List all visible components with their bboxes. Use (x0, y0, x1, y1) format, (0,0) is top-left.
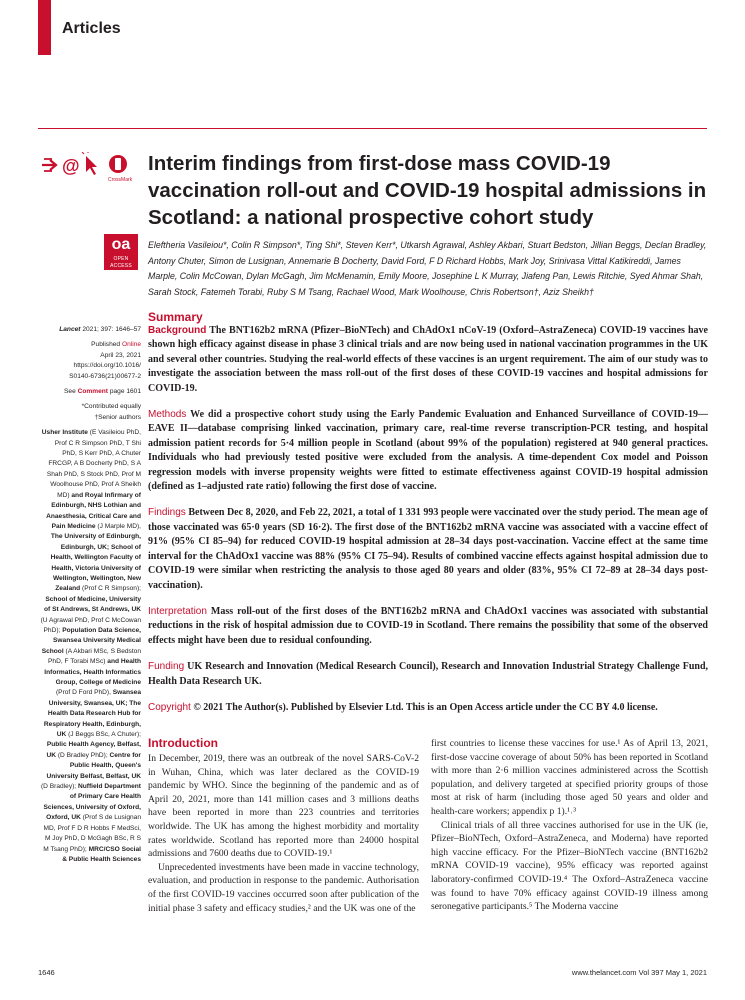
doi-line-1[interactable]: https://doi.org/10.1016/ (73, 362, 141, 370)
publish-date: April 23, 2021 (100, 351, 141, 359)
svg-text:@: @ (62, 156, 80, 176)
summary-findings (148, 506, 708, 592)
open-access-badge (104, 234, 138, 270)
interpretation-label: Interpretation (148, 605, 207, 617)
intro-paragraph: Clinical trials of all three vaccines authorised for use in the UK (ie, Pfizer–BioNTech, Oxford–AstraZeneca, and Moderna) have reported high vaccine efficacy. For the Pfizer–BioNTech vaccine (BNT162b2 mRNA COVID-19 vaccine), 95% efficacy was reported against laboratory-confirmed COVID-19.⁴ The Oxford–AstraZeneca vaccine was found to have 70% efficacy against COVID-19 illness among seronegative participants.⁵ The Moderna vaccine (431, 819, 708, 913)
intro-paragraph: Unprecedented investments have been made in vaccine technology, evaluation, and production in response to the pandemic. Authorisation of the first COVID-19 vaccines occurred soon after publication of the initial phase 3 safety and efficacy studies,² and the UK was one of the (148, 861, 419, 914)
see-prefix: See (64, 388, 78, 396)
section-label: Articles (62, 20, 121, 37)
comment-link[interactable]: Comment (77, 388, 108, 396)
intro-paragraph: In December, 2019, there was an outbreak of the novel SARS-CoV-2 in Wuhan, China, which was later declared as the COVID-19 pandemic by WHO. Since the beginning of the pandemic and as of April 20, 2021, more than 141 million cases and 3 millions deaths have been reported in more than 223 countries and territories worldwide. The UK has among the highest morbidity and mortality rates worldwide. Scotland has reported more than 24000 hospital admissions and 7600 deaths due to COVID-19.¹ (148, 753, 419, 860)
citation-volume: 2021; 397: 1646–57 (80, 326, 141, 333)
funding-label: Funding (148, 661, 185, 673)
article-icons (40, 152, 140, 182)
affiliation-institution: and Health Informatics, Health Informatics Group, College of Medicine (44, 658, 141, 686)
citation-journal: Lancet (59, 326, 81, 333)
affiliation-authors: (Prof S de Lusignan MD, Prof F D R Hobbs F MedSci, M Joy PhD, D McGagh BSc, R S M Tsang PhD); (43, 814, 141, 853)
affiliation-institution: School of Medicine, University of St Andrews, St Andrews, UK (44, 595, 141, 614)
affiliation-authors: (A Akbari MSc, S Bedston PhD, F Torabi MSc) (48, 647, 141, 666)
published-online-link[interactable]: Online (121, 341, 141, 349)
intro-paragraph: first countries to license these vaccines for use.¹ As of April 13, 2021, first-dose vaccine coverage of about 50% has been reported in Scotland with more than 2·6 million vaccines administered across the Scottish population, and delivery targeted at specified priority groups of those most at risk of harm (including those aged 50 years and older and health-care workers; appendix p 1).¹˒³ (431, 738, 708, 817)
page-number: 1646 (38, 968, 55, 977)
summary-background (148, 324, 708, 396)
summary-heading: Summary (148, 310, 203, 324)
affiliation-authors: (U Agrawal PhD, Prof C McCowan PhD); (40, 616, 141, 634)
methods-label: Methods (148, 409, 187, 421)
affiliation-authors: (E Vasileiou PhD, Prof C R Simpson PhD, T Shi PhD, S Kerr PhD, A Chuter FRCGP, A B Docherty PhD, S A Shah PhD, S Stock PhD, Prof M Woolhouse PhD, Prof A Sheikh MD) (46, 429, 141, 499)
intro-column-2 (431, 737, 708, 914)
background-label: Background (148, 325, 207, 336)
oa-logo-subtext: OPEN ACCESS (110, 256, 132, 269)
affiliation-institution: and Royal Infirmary of Edinburgh, NHS Lothian and Anaesthesia, Critical Care and Pain Medicine (46, 491, 141, 530)
findings-label: Findings (148, 507, 186, 519)
background-text: The BNT162b2 mRNA (Pfizer–BioNTech) and ChAdOx1 nCoV-19 (Oxford–AstraZeneca) COVID-19 vaccines have shown high efficacy against disease in phase 3 clinical trials and are now being used in national vaccination programmes in the UK and several other countries. Studying the real-world effects of these vaccines is an urgent requirement. The aim of our study was to investigate the association between the mass roll-out of the first doses of these COVID-19 vaccines and hospital admissions for COVID-19. (148, 325, 708, 394)
summary-methods (148, 408, 708, 494)
doi-line-2[interactable]: S0140-6736(21)00677-2 (69, 372, 141, 380)
affiliation-authors: (J Marple MD), (95, 522, 141, 530)
findings-text: Between Dec 8, 2020, and Feb 22, 2021, a total of 1 331 993 people were vaccinated over the study period. The mean age of those vaccinated was 65·0 years (SD 16·2). The first dose of the BNT162b2 mRNA vaccine was associated with a vaccine effect of 91% (95% CI 85–94) for reduced COVID-19 hospital admission at 28–34 days post-vaccination. Vaccine effect at the same time interval for the ChAdOx1 vaccine was 88% (95% CI 75–94). Results of combined vaccine effects against hospital admission due to COVID-19 were similar when restricting the analysis to those aged 80 years and older (83%, 95% CI 72–89 at 28–34 days post-vaccination). (148, 507, 708, 591)
header-rule (38, 128, 707, 129)
affiliation-institution: Swansea University, Swansea, UK; The Health Data Research Hub for Respiratory Health, Edinburgh, UK (43, 689, 141, 739)
svg-text:CrossMark: CrossMark (108, 177, 133, 182)
affiliation-institution: Population Data Science, Swansea University Medical School (41, 626, 141, 655)
copyright-text: © 2021 The Author(s). Published by Elsevier Ltd. This is an Open Access article under the CC BY 4.0 license. (193, 701, 658, 713)
citation (40, 325, 141, 335)
summary-interpretation (148, 605, 708, 648)
intro-column-1 (148, 752, 419, 915)
crossmark-icon (108, 155, 133, 182)
senior-note: †Senior authors (94, 413, 141, 421)
publication-info (40, 340, 141, 382)
introduction-heading: Introduction (148, 736, 218, 750)
published-prefix: Published (91, 341, 122, 349)
sidebar (40, 325, 141, 870)
affiliation-institution: Public Health Agency, Belfast, UK (46, 741, 141, 759)
interpretation-text: Mass roll-out of the first doses of the BNT162b2 mRNA and ChAdOx1 vaccines was associated with substantial reductions in the risk of hospital admission due to COVID-19 in Scotland. There remains the possibility that some of the observed effects might have been due to residual confounding. (148, 605, 709, 646)
affiliations (40, 428, 141, 865)
see-comment (40, 387, 141, 397)
journal-issue[interactable]: www.thelancet.com Vol 397 May 1, 2021 (571, 968, 707, 977)
section-color-bar (38, 0, 51, 55)
affiliation-institution: Centre for Public Health, Queen's University Belfast, Belfast, UK (46, 751, 141, 780)
affiliation-institution: The University of Edinburgh, Edinburgh, UK; School of Health, Wellington Faculty of Health, Victoria University of Wellington, Wellington, New Zealand (50, 533, 141, 593)
comment-page: page 1601 (107, 388, 141, 396)
affiliation-authors: (Prof D Ford PhD), (55, 689, 113, 697)
at-sign-icon (62, 156, 80, 176)
cursor-icon (82, 152, 97, 175)
methods-text: We did a prospective cohort study using the Early Pandemic Evaluation and Enhanced Surveillance of COVID-19—EAVE II—database comprising linked vaccination, primary care, real-time reverse transcription-PCR testing, and hospital admission patient records for 5·4 million people in Scotland (about 99% of the population) registered at 940 general practices. Individuals who had previously tested positive were excluded from the analysis. A time-dependent Cox model and Poisson regression models with inverse propensity weights were fitted to estimate effectiveness against COVID-19 hospital admission (defined as 1–adjusted rate ratio) following the first dose of vaccine. (148, 409, 708, 493)
affiliation-institution: Usher Institute (41, 429, 88, 437)
article-title: Interim findings from first-dose mass COVID-19 vaccination roll-out and COVID-19 hospital admissions in Scotland: a national prospective cohort study (148, 152, 707, 229)
copyright-label: Copyright (148, 701, 191, 713)
affiliation-authors: (D Bradley PhD); (55, 751, 110, 759)
funding-text: UK Research and Innovation (Medical Research Council), Research and Innovation Industrial Strategy Challenge Fund, Health Data Research UK. (148, 661, 709, 687)
affiliation-institution: Nuffield Department of Primary Care Health Sciences, University of Oxford, Oxford, UK (43, 783, 141, 822)
oa-logo-text: oa (111, 236, 131, 253)
affiliation-institution: MRC/CSO Social & Public Health Sciences (62, 845, 141, 863)
author-list: Eleftheria Vasileiou*, Colin R Simpson*, Ting Shi*, Steven Kerr*, Utkarsh Agrawal, Ashley Akbari, Stuart Bedston, Jillian Beggs, Declan Bradley, Antony Chuter, Simon de Lusignan, Annemarie B Docherty, David Ford, F D Richard Hobbs, Mark Joy, Srinivasa Vittal Katikireddi, James Marple, Colin McCowan, Dylan McGagh, Jim McMenamin, Emily Moore, Josephine L K Murray, Jiafeng Pan, Lewis Ritchie, Syed Ahmar Shah, Sarah Stock, Fatemeh Torabi, Ruby S M Tsang, Rachael Wood, Mark Woolhouse, Chris Robertson†, Aziz Sheikh† (148, 240, 707, 297)
affiliation-authors: (J Beggs BSc, A Chuter); (66, 731, 141, 739)
summary-funding (148, 660, 708, 689)
arrow-icon (42, 159, 56, 171)
summary-copyright (148, 701, 708, 715)
affiliation-authors: (D Bradley); (40, 783, 78, 791)
author-notes (40, 402, 141, 423)
affiliation-authors: (Prof C R Simpson); (80, 585, 141, 593)
summary-body (148, 324, 708, 727)
contributed-note: *Contributed equally (81, 403, 141, 411)
